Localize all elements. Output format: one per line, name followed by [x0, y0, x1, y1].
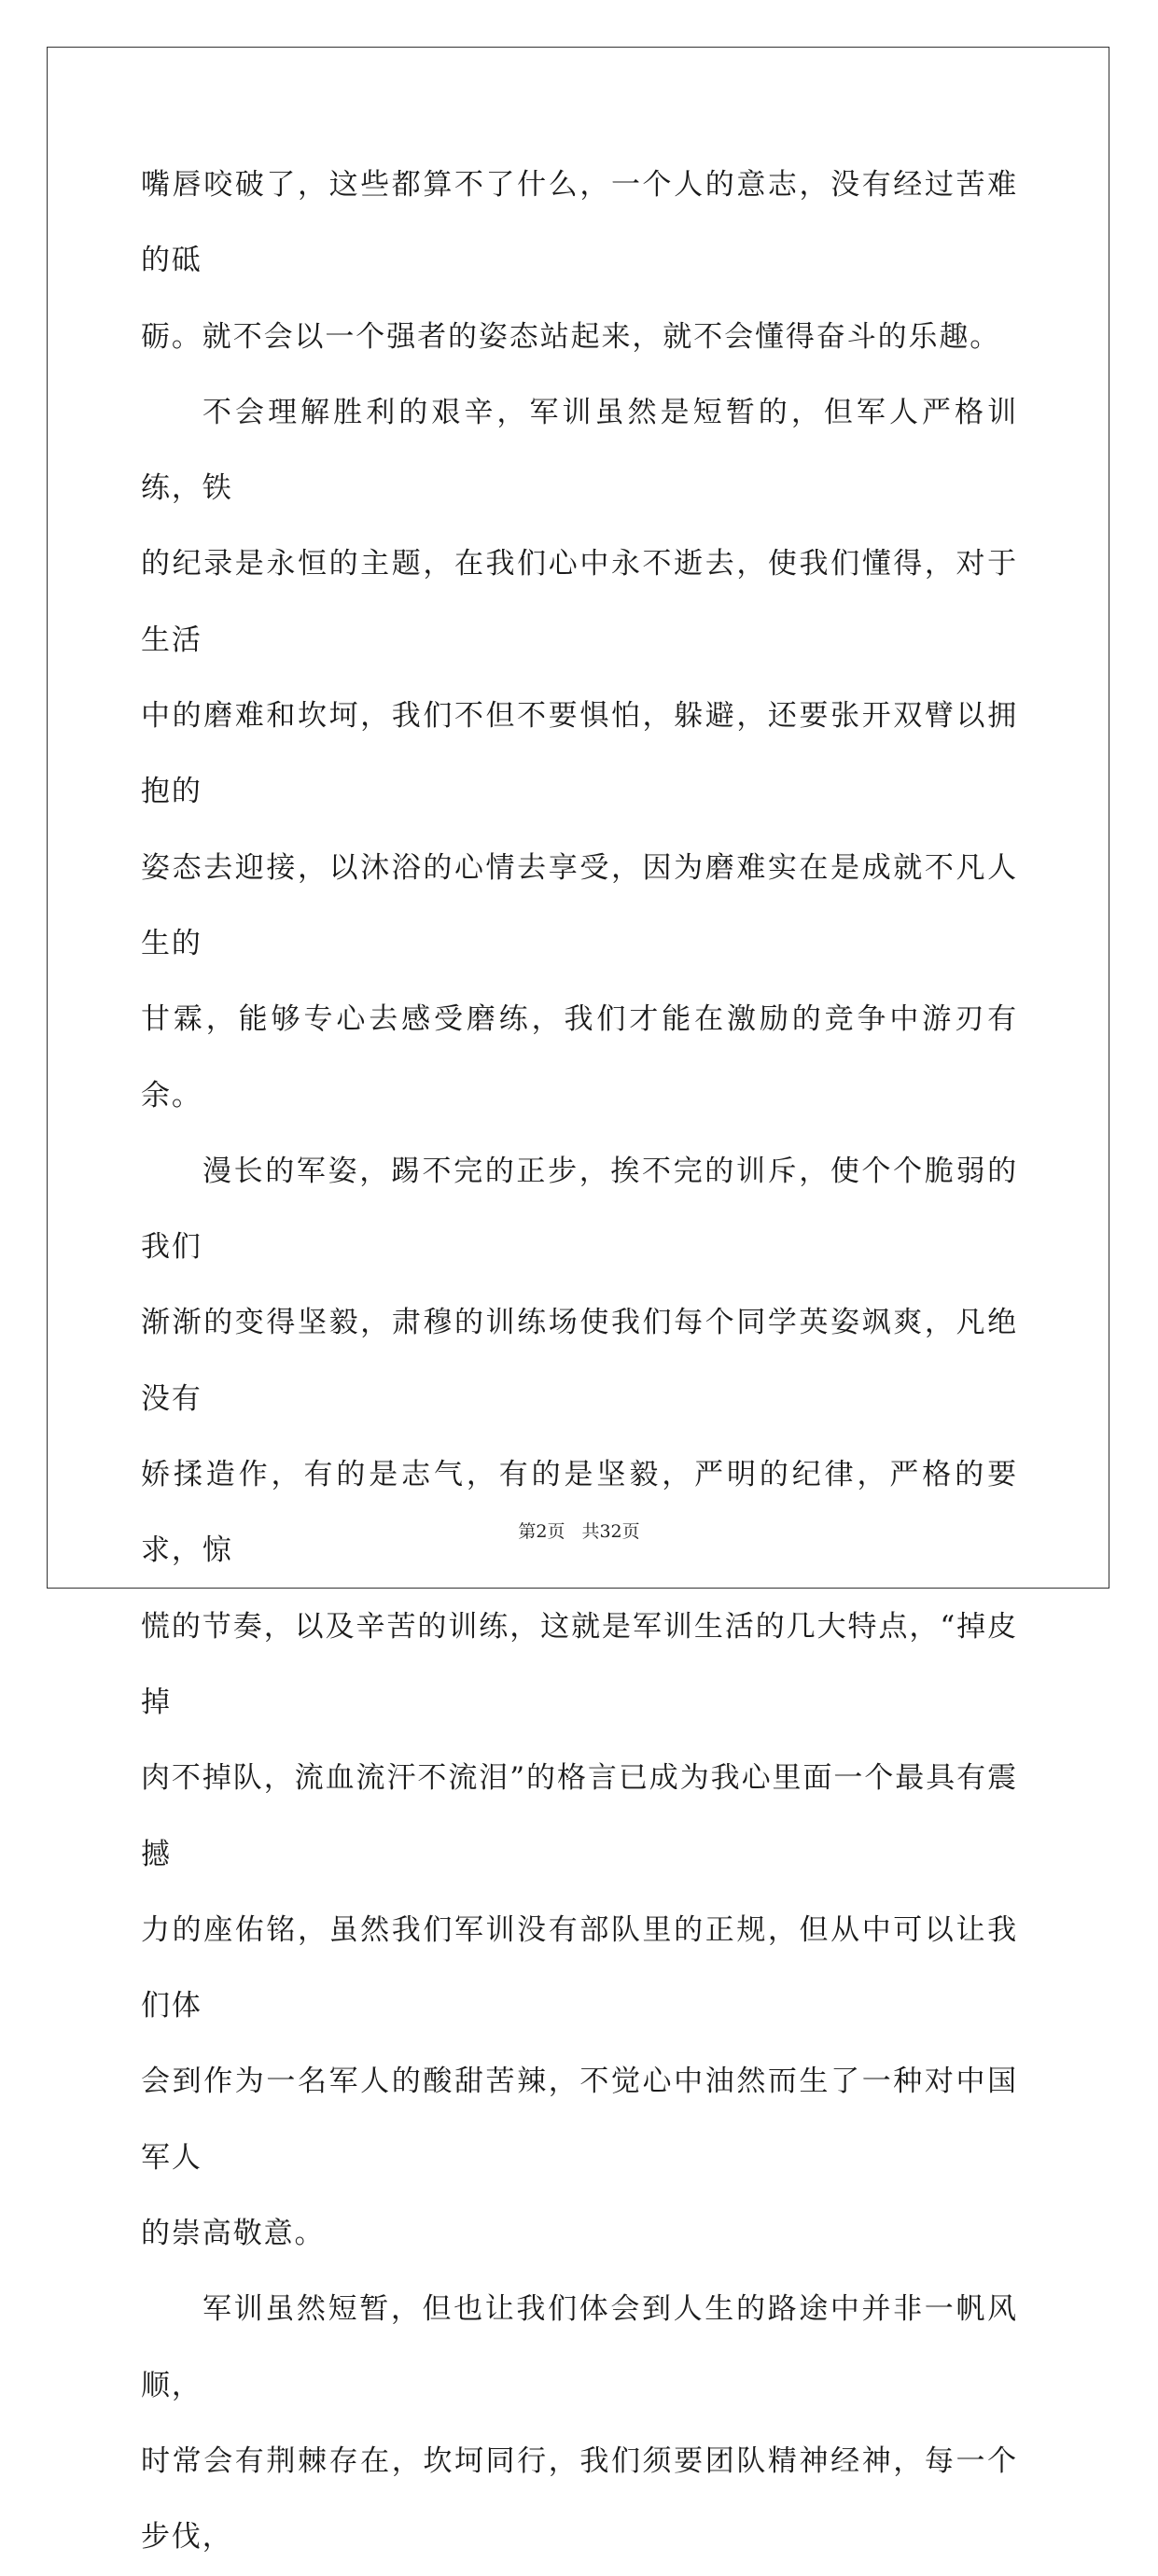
paragraph [141, 375, 1018, 1134]
text-line: 时常会有荆棘存在，坎坷同行，我们须要团队精神经神，每一个步伐， [141, 2443, 1018, 2555]
text-line: 砺。就不会以一个强者的姿态站起来，就不会懂得奋斗的乐趣。 [141, 319, 1001, 354]
text-line: 漫长的军姿，踢不完的正步，挨不完的训斥，使个个脆弱的我们 [141, 1154, 1018, 1265]
paragraph [141, 147, 1018, 375]
text-line: 军训虽然短暂，但也让我们体会到人生的路途中并非一帆风顺， [141, 2292, 1018, 2402]
text-line: 肉不掉队，流血流汗不流泪”的格言已成为我心里面一个最具有震撼 [141, 1761, 1018, 1871]
document-body [141, 147, 1018, 2576]
paragraph [141, 1134, 1018, 2272]
text-line: 甘霖，能够专心去感受磨练，我们才能在激励的竞争中游刃有余。 [141, 1002, 1018, 1113]
text-line: 不会理解胜利的艰辛，军训虽然是短暂的，但军人严格训练，铁 [141, 395, 1018, 506]
text-line: 力的座佑铭，虽然我们军训没有部队里的正规，但从中可以让我们体 [141, 1912, 1018, 2023]
text-line: 的崇高敬意。 [141, 2217, 326, 2251]
page-number: 第2页 [518, 1521, 565, 1542]
text-line: 会到作为一名军人的酸甜苦辣，不觉心中油然而生了一种对中国军人 [141, 2065, 1018, 2175]
text-line: 中的磨难和坎坷，我们不但不要惧怕，躲避，还要张开双臂以拥抱的 [141, 699, 1018, 809]
text-line: 的纪录是永恒的主题，在我们心中永不逝去，使我们懂得，对于生活 [141, 547, 1018, 657]
text-line: 渐渐的变得坚毅，肃穆的训练场使我们每个同学英姿飒爽，凡绝没有 [141, 1306, 1018, 1416]
text-line: 姿态去迎接，以沐浴的心情去享受，因为磨难实在是成就不凡人生的 [141, 850, 1018, 960]
paragraph [141, 2272, 1018, 2575]
text-line: 娇揉造作，有的是志气，有的是坚毅，严明的纪律，严格的要求，惊 [141, 1458, 1018, 1568]
text-line: 嘴唇咬破了，这些都算不了什么，一个人的意志，没有经过苦难的砥 [141, 168, 1018, 278]
page-total: 共32页 [581, 1521, 640, 1542]
page-footer [0, 1518, 1158, 1543]
text-line: 慌的节奏，以及辛苦的训练，这就是军训生活的几大特点，“掉皮掉 [141, 1609, 1018, 1719]
